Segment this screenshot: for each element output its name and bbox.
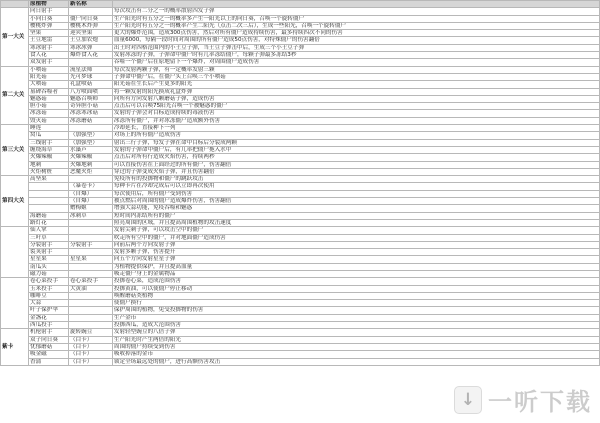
plant-name-cell: 忧郁蘑菇 xyxy=(28,343,68,350)
new-name-cell xyxy=(68,263,112,270)
plant-name-cell: 玉米投手 xyxy=(28,285,68,292)
table-row xyxy=(1,336,600,343)
description-cell: 发射的子弹会对目标造成持续的毒液伤害 xyxy=(112,110,599,117)
new-name-cell xyxy=(68,322,112,329)
new-name-cell: （白卡） xyxy=(68,358,112,365)
plant-name-cell: 星星果 xyxy=(28,256,68,263)
table-row xyxy=(1,205,600,212)
description-cell: 每次发射两颗子弹，有一定概率发射三颗 xyxy=(112,66,599,73)
table-row xyxy=(1,343,600,350)
plant-name-cell: 阳光菇 xyxy=(28,73,68,80)
new-name-cell: 火爆地刺 xyxy=(68,161,112,168)
table-row xyxy=(1,256,600,263)
new-name-cell: 土豆加农炮 xyxy=(68,37,112,44)
table-row xyxy=(1,212,600,219)
plant-name-cell: 火爆辣椒 xyxy=(28,154,68,161)
plant-name-cell: 海蘑菇 xyxy=(28,212,68,219)
table-row xyxy=(1,95,600,102)
description-cell: 为植物提供保护，并且提高血量 xyxy=(112,263,599,270)
table-row xyxy=(1,161,600,168)
description-cell: 出土时对四格范围内的小土豆子弹，当土豆子弹击中后，生成三个小土豆子弹 xyxy=(112,44,599,51)
new-name-cell: 星星果 xyxy=(68,256,112,263)
plant-name-cell: 西瓜投手 xyxy=(28,322,68,329)
description-cell: 使僵尸换行 xyxy=(112,300,599,307)
description-cell: 子弹命中僵尸后，在僵尸头上召唤三个小喷菇 xyxy=(112,73,599,80)
new-name-cell xyxy=(68,300,112,307)
new-name-cell: 旋转豌豆 xyxy=(68,329,112,336)
new-name-cell: 冰冻蘑菇 xyxy=(68,117,112,124)
description-cell: 穿过的子弹变成火焰子弹，并且伤害翻倍 xyxy=(112,168,599,175)
table-row xyxy=(1,322,600,329)
plant-name-cell: 卷心菜投手 xyxy=(28,278,68,285)
table-row xyxy=(1,351,600,358)
new-name-cell: （白卡） xyxy=(68,343,112,350)
description-cell: 发射轻型豌豆的八倍子弹 xyxy=(112,329,599,336)
description-cell: 发射的子弹命中僵尸后，有几率把僵尸拖入水中 xyxy=(112,146,599,153)
description-cell: 增强大蒜功能，免疫吞噬和魅惑 xyxy=(112,205,599,212)
table-row xyxy=(1,66,600,73)
watermark-text: 一听下载 xyxy=(488,388,592,416)
table-row xyxy=(1,81,600,88)
description-cell: 被点燃后对周围的僵尸造成爆炸伤害，伤害翻倍 xyxy=(112,198,599,205)
new-name-cell: 魅惑召唤师 xyxy=(68,95,112,102)
plant-name-cell: 墓碑吞噬者 xyxy=(28,88,68,95)
description-cell: 投掷西瓜，造成大范围伤害 xyxy=(112,322,599,329)
new-name-cell: （自爆） xyxy=(68,190,112,197)
table-row xyxy=(1,37,600,44)
watermark xyxy=(454,382,592,417)
section-level-cell xyxy=(1,227,29,278)
plant-name-cell: 地刺 xyxy=(28,161,68,168)
new-name-cell xyxy=(68,314,112,321)
plant-name-cell xyxy=(28,198,68,205)
new-name-cell xyxy=(68,292,112,299)
plant-name-cell: 冰冻菇 xyxy=(28,110,68,117)
new-name-cell: （自爆） xyxy=(68,198,112,205)
table-row xyxy=(1,132,600,139)
description-cell: 生产金币 xyxy=(112,314,599,321)
new-name-cell: （加强型） xyxy=(68,139,112,146)
description-cell: 投掷黄油，可以使僵尸停止移动 xyxy=(112,285,599,292)
table-row xyxy=(1,234,600,241)
table-row xyxy=(1,358,600,365)
plant-name-cell: 南瓜头 xyxy=(28,263,68,270)
table-row xyxy=(1,117,600,124)
plant-name-cell: 胆小菇 xyxy=(28,103,68,110)
description-cell: 点击后对所有行造成火焰伤害，持续两秒 xyxy=(112,154,599,161)
new-name-cell: 冰刺草 xyxy=(68,212,112,219)
new-name-cell: 爆炸食人花 xyxy=(68,52,112,59)
new-name-cell xyxy=(68,125,112,132)
header-cell-level xyxy=(1,1,29,8)
new-name-cell: （白卡） xyxy=(68,351,112,358)
new-name-cell: 奇异胆小菇 xyxy=(68,103,112,110)
table-row xyxy=(1,190,600,197)
table-row xyxy=(1,59,600,66)
description-cell: 可以直接伤害在上面经过的所有僵尸，伤害翻倍 xyxy=(112,161,599,168)
plant-name-cell: 缠绕海草 xyxy=(28,146,68,153)
table-row xyxy=(1,30,600,37)
section-level-cell: 第三大关 xyxy=(1,125,29,176)
description-cell: 生产阳光时有五分之一的概率产生二阳光（点击二次三后），生成一些阳光，召唤一个旋转僵尸 xyxy=(112,22,599,29)
new-name-cell: 分裂射手 xyxy=(68,241,112,248)
new-name-cell: 赠梅姬 xyxy=(68,205,112,212)
plant-name-cell: 双子向日葵 xyxy=(28,336,68,343)
plant-name-cell: 咖啡豆 xyxy=(28,292,68,299)
table-row xyxy=(1,278,600,285)
new-name-cell: 卷心菜投手 xyxy=(68,278,112,285)
table-row xyxy=(1,52,600,59)
description-cell: 发射尖刺子弹，可以攻击空中的僵尸 xyxy=(112,227,599,234)
new-name-cell: 大黄油 xyxy=(68,285,112,292)
table-row xyxy=(1,300,600,307)
description-cell: 冰冻所有僵尸，并对冰冻僵尸造成额外伤害 xyxy=(112,117,599,124)
plant-name-cell: 金盏花 xyxy=(28,314,68,321)
plant-name-cell: 三线射手 xyxy=(28,139,68,146)
table-row xyxy=(1,198,600,205)
table-row xyxy=(1,125,600,132)
plant-name-cell: 路灯花 xyxy=(28,219,68,226)
new-name-cell: 樱桃木炸弹 xyxy=(68,22,112,29)
description-cell: 对场上的所有僵尸造成伤害 xyxy=(112,132,599,139)
table-row xyxy=(1,219,600,226)
plant-name-cell: 土豆地雷 xyxy=(28,37,68,44)
description-cell: 血量6000，每隔一段时间对周围的所有僵尸造成50点伤害，对特殊僵尸的伤害翻倍 xyxy=(112,37,599,44)
section-level-cell: 紫卡 xyxy=(1,329,29,365)
table-row xyxy=(1,103,600,110)
description-cell: 吞噬一个僵尸后在原地留下一个爆炸，对周围僵尸造成伤害 xyxy=(112,59,599,66)
plant-name-cell: 叶子保护伞 xyxy=(28,307,68,314)
header-cell-description xyxy=(112,1,599,8)
description-cell: 每次攻击有二分之一的概率散射四发子弹 xyxy=(112,8,599,15)
table-row xyxy=(1,314,600,321)
table-row xyxy=(1,22,600,29)
new-name-cell xyxy=(68,249,112,256)
description-cell: 向前后两个方向发射子弹 xyxy=(112,241,599,248)
description-cell: 每种卡片在冷却完成后可以立即再次使用 xyxy=(112,183,599,190)
plant-name-cell: 坚果 xyxy=(28,30,68,37)
table-row xyxy=(1,307,600,314)
description-cell: 免疫所有的投掷物和僵尸的跳跃攻击 xyxy=(112,176,599,183)
plant-name-cell: 双发射手 xyxy=(28,59,68,66)
plant-name-cell: 向日射手 xyxy=(28,8,68,15)
description-cell: 短时间内冻结所有的僵尸 xyxy=(112,212,599,219)
table-row xyxy=(1,249,600,256)
new-name-cell xyxy=(68,59,112,66)
download-box-icon: ↓ xyxy=(454,386,482,414)
plant-name-cell: 机枪射手 xyxy=(28,329,68,336)
plant-name-cell: 毁灭菇 xyxy=(28,117,68,124)
table-row xyxy=(1,8,600,15)
section-level-cell: 第四大关 xyxy=(1,176,29,227)
description-cell: 点击后可以召唤75阳光召唤一个被魅惑的僵尸 xyxy=(112,103,599,110)
description-cell: 吸走僵尸身上的金属物品 xyxy=(112,270,599,277)
header-row xyxy=(1,1,600,8)
plant-name-cell: 磁力菇 xyxy=(28,270,68,277)
new-name-cell xyxy=(68,270,112,277)
new-name-cell xyxy=(68,219,112,226)
plant-name-cell xyxy=(28,183,68,190)
plant-name-cell: 小喷菇 xyxy=(28,66,68,73)
description-cell: 发射冰冻的子弹，子弹命中僵尸时有几率冻结僵尸，每颗子弹最多冻结3秒 xyxy=(112,52,599,59)
new-name-cell: 火爆辣椒 xyxy=(68,154,112,161)
section-level-cell xyxy=(1,278,29,329)
plant-name-cell: 吸金磁 xyxy=(28,351,68,358)
description-cell: 唤醒蘑菇类植物 xyxy=(112,292,599,299)
plant-name-cell: 仙人掌 xyxy=(28,227,68,234)
new-name-cell: （白卡） xyxy=(68,336,112,343)
table-row xyxy=(1,183,600,190)
table-row xyxy=(1,44,600,51)
new-name-cell xyxy=(68,227,112,234)
table-row xyxy=(1,263,600,270)
plant-name-cell: 香蒲 xyxy=(28,358,68,365)
description-cell: 更大的爆炸范围，造成300点伤害，然后对所有僵尸造成持续伤害，最多持续四次不同的伤害 xyxy=(112,30,599,37)
description-cell: 保护周围的植物，免受投掷物的伤害 xyxy=(112,307,599,314)
plant-name-cell: 睡莲 xyxy=(28,125,68,132)
description-cell: 发射多颗子弹，伤害提升 xyxy=(112,249,599,256)
plant-name-cell: 三叶草 xyxy=(28,234,68,241)
new-name-cell: 僵尸向日葵 xyxy=(68,15,112,22)
description-cell: 每次使用后，所有僵尸受到伤害 xyxy=(112,190,599,197)
section-level-cell: 第二大关 xyxy=(1,66,29,124)
new-name-cell: 寒冰冰弹 xyxy=(68,44,112,51)
description-cell: 向所有方向发射八颗蘑菇子弹，造成伤害 xyxy=(112,95,599,102)
description-cell: 阳光菇在生长后产生更多的阳光 xyxy=(112,81,599,88)
plant-name-cell: 大蒜 xyxy=(28,300,68,307)
new-name-cell: 光可梦球 xyxy=(68,73,112,80)
plant-name-cell: 寒冰射手 xyxy=(28,44,68,51)
new-name-cell xyxy=(68,307,112,314)
table-row xyxy=(1,73,600,80)
plant-name-cell: 小向日葵 xyxy=(28,15,68,22)
plant-name-cell: 魅惑菇 xyxy=(28,95,68,102)
new-name-cell: （加强型） xyxy=(68,132,112,139)
table-row xyxy=(1,146,600,153)
plant-name-cell: 高坚果 xyxy=(28,176,68,183)
plant-name-cell: 分裂射手 xyxy=(28,241,68,248)
section-level-cell: 第一大关 xyxy=(1,8,29,66)
table-row xyxy=(1,270,600,277)
description-cell: 周围的僵尸持续受到伤害 xyxy=(112,343,599,350)
new-name-cell xyxy=(68,234,112,241)
plant-name-cell: 火炬树桩 xyxy=(28,168,68,175)
table-row xyxy=(1,227,600,234)
table-row xyxy=(1,88,600,95)
table-row xyxy=(1,110,600,117)
new-name-cell: 礼盒喷菇 xyxy=(68,81,112,88)
description-cell: 将一颗发射的阳光换成礼盒炸弹 xyxy=(112,88,599,95)
new-name-cell: 冰冻寒冰菇 xyxy=(68,110,112,117)
plant-name-cell: 樱桃炸弹 xyxy=(28,22,68,29)
header-cell-new-name: 新名称 xyxy=(68,1,112,8)
description-cell: 射出三行子弹，每发子弹在命中目标后分裂成两颗 xyxy=(112,139,599,146)
new-name-cell xyxy=(68,176,112,183)
plant-name-cell xyxy=(28,190,68,197)
new-name-cell: 八方喷面喷 xyxy=(68,88,112,95)
table-row xyxy=(1,139,600,146)
plant-name-cell: 裂荚射手 xyxy=(28,249,68,256)
new-name-cell: 恶魔火炬 xyxy=(68,168,112,175)
table-row xyxy=(1,176,600,183)
description-cell: 吹走所有空中的僵尸，并对地面僵尸造成伤害 xyxy=(112,234,599,241)
new-name-cell xyxy=(68,8,112,15)
description-cell: 冷却延长，直接种下一列 xyxy=(112,125,599,132)
description-cell: 向五个方向发射星星子弹 xyxy=(112,256,599,263)
table-row xyxy=(1,168,600,175)
plant-name-cell: 窝瓜 xyxy=(28,132,68,139)
table-body xyxy=(1,8,600,366)
description-cell: 照亮周围的区域，并且提高周围植物的攻击速度 xyxy=(112,219,599,226)
table-row xyxy=(1,241,600,248)
table-row xyxy=(1,15,600,22)
description-cell: 吸收掉落的金币 xyxy=(112,351,599,358)
description-cell: 锁定全场最远处的僵尸，进行高额伤害攻击 xyxy=(112,358,599,365)
new-name-cell: 水藻芦 xyxy=(68,146,112,153)
table-row xyxy=(1,154,600,161)
description-cell: 生产阳光时产生两倍的阳光 xyxy=(112,336,599,343)
plant-name-cell: 食人花 xyxy=(28,52,68,59)
new-name-cell: 迎宾坚果 xyxy=(68,30,112,37)
table-row xyxy=(1,285,600,292)
plant-name-cell xyxy=(28,205,68,212)
header-cell-original: 原植物 xyxy=(28,1,68,8)
new-name-cell: （暴卷卡） xyxy=(68,183,112,190)
description-cell: 生产阳光时有五分之一的概率多产生一阳光以上的向日葵，召唤一个旋转僵尸 xyxy=(112,15,599,22)
new-name-cell: 流星法师 xyxy=(68,66,112,73)
table-row xyxy=(1,329,600,336)
plant-name-cell: 大喷菇 xyxy=(28,81,68,88)
table-row xyxy=(1,292,600,299)
description-cell: 投掷卷心菜，造成范围伤害 xyxy=(112,278,599,285)
